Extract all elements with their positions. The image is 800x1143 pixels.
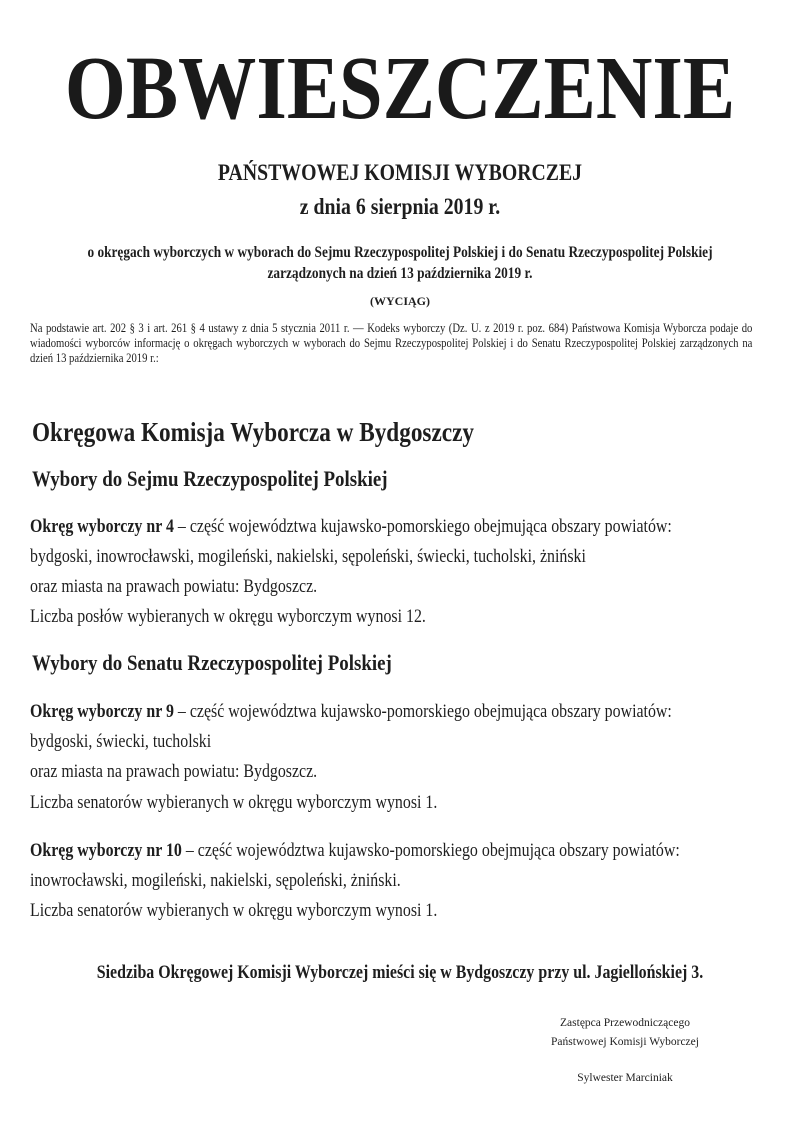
sejm-heading: Wybory do Sejmu Rzeczypospolitej Polskiej bbox=[32, 466, 388, 491]
sejm-counties: bydgoski, inowrocławski, mogileński, nakielski, sępoleński, świecki, tucholski, żniński bbox=[30, 547, 586, 567]
senat-district-10-seats: Liczba senatorów wybieranych w okręgu wyborczym wynosi 1. bbox=[30, 901, 438, 921]
senat-district-9-line bbox=[30, 703, 672, 722]
senat-district-10-desc: – część województwa kujawsko-pomorskiego obejmująca obszary powiatów: bbox=[181, 841, 680, 861]
sejm-district-desc: – część województwa kujawsko-pomorskiego obejmująca obszary powiatów: bbox=[173, 517, 672, 537]
senat-district-9-counties: bydgoski, świecki, tucholski bbox=[30, 732, 212, 752]
senat-district-10-counties: inowrocławski, mogileński, nakielski, sępoleński, żniński. bbox=[30, 871, 401, 891]
signature-role-line-2: Państwowej Komisji Wyborczej bbox=[551, 1036, 699, 1048]
signature-role-line-1: Zastępca Przewodniczącego bbox=[560, 1017, 690, 1029]
document-subject bbox=[56, 242, 744, 284]
signature-name: Sylwester Marciniak bbox=[577, 1072, 673, 1084]
issuer-heading: PAŃSTWOWEJ KOMISJI WYBORCZEJ bbox=[217, 160, 583, 185]
sejm-seats: Liczba posłów wybieranych w okręgu wyborczym wynosi 12. bbox=[30, 607, 426, 627]
document-date: z dnia 6 sierpnia 2019 r. bbox=[299, 194, 501, 219]
commission-heading: Okręgowa Komisja Wyborcza w Bydgoszczy bbox=[32, 417, 474, 447]
senat-district-9-seats: Liczba senatorów wybieranych w okręgu wyborczym wynosi 1. bbox=[30, 793, 438, 813]
extract-label: (WYCIĄG) bbox=[370, 294, 430, 308]
intro-paragraph: Na podstawie art. 202 § 3 i art. 261 § 4 ustawy z dnia 5 stycznia 2011 r. — Kodeks wyborczy (Dz. U. z 2019 r. poz. 684) Państwowa Komisja Wyborcza podaje do wiadomości wyborców informację o okręgach wyborczych w wyborach do Sejmu Rzeczypospolitej Polskiej i do Senatu Rzeczypospolitej Polskiej zarządzonych na dzień 13 października 2019 r.: bbox=[30, 321, 753, 365]
commission-seat-info: Siedziba Okręgowej Komisji Wyborczej mieści się w Bydgoszczy przy ul. Jagiellońskiej 3. bbox=[96, 963, 704, 983]
senat-district-9-cities: oraz miasta na prawach powiatu: Bydgoszcz. bbox=[30, 762, 318, 782]
senat-district-10-line bbox=[30, 842, 680, 861]
sejm-district-line bbox=[30, 518, 672, 537]
sejm-district-label: Okręg wyborczy nr 4 bbox=[30, 517, 174, 537]
senat-district-9-desc: – część województwa kujawsko-pomorskiego obejmująca obszary powiatów: bbox=[173, 702, 672, 722]
senat-district-10-label: Okręg wyborczy nr 10 bbox=[30, 841, 182, 861]
senat-district-9-label: Okręg wyborczy nr 9 bbox=[30, 702, 174, 722]
subject-line-2: zarządzonych na dzień 13 października 2019 r. bbox=[267, 265, 533, 282]
senat-heading: Wybory do Senatu Rzeczypospolitej Polskiej bbox=[32, 650, 392, 675]
document-title: OBWIESZCZENIE bbox=[64, 39, 736, 138]
subject-line-1: o okręgach wyborczych w wyborach do Sejmu Rzeczypospolitej Polskiej i do Senatu Rzeczypospolitej Polskiej bbox=[87, 244, 713, 261]
sejm-cities: oraz miasta na prawach powiatu: Bydgoszcz. bbox=[30, 577, 318, 597]
